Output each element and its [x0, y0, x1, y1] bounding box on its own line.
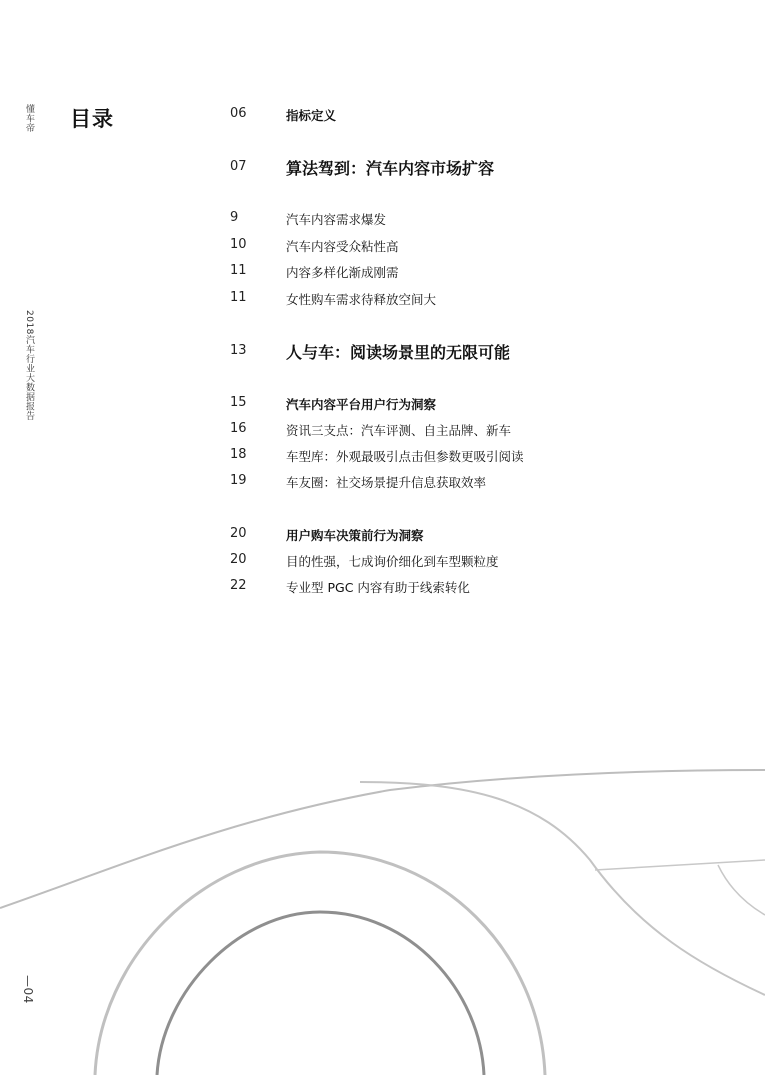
toc-entry-title: 汽车内容受众粘性高: [286, 239, 399, 254]
car-body-line: [0, 770, 765, 908]
brand-vertical-label: 懂车帝: [24, 104, 34, 133]
toc-entry-title: 内容多样化渐成刚需: [286, 265, 399, 280]
page-number: —04: [21, 975, 35, 1004]
toc-entry-page: 07: [230, 159, 247, 174]
toc-entry-title: 目的性强，七成询价细化到车型颗粒度: [286, 554, 499, 569]
toc-entry-page: 19: [230, 473, 247, 488]
toc-entry-title: 车型库：外观最吸引点击但参数更吸引阅读: [286, 449, 524, 464]
toc-entry-page: 20: [230, 526, 247, 541]
toc-entry-title: 女性购车需求待释放空间大: [286, 292, 437, 307]
toc-entry-page: 22: [230, 578, 247, 593]
toc-entry-page: 20: [230, 552, 247, 567]
toc-entry-title: 指标定义: [286, 108, 337, 123]
toc-entry-title: 算法驾到：汽车内容市场扩容: [286, 159, 495, 178]
toc-entry-page: 11: [230, 263, 247, 278]
car-window-line: [718, 865, 765, 915]
toc-entry-page: 10: [230, 237, 247, 252]
toc-entry-title: 车友圈：社交场景提升信息获取效率: [286, 475, 487, 490]
toc-entry-title: 汽车内容平台用户行为洞察: [286, 397, 437, 412]
toc-entry-page: 18: [230, 447, 247, 462]
toc-entry-page: 06: [230, 106, 247, 121]
toc-entry-title: 专业型 PGC 内容有助于线索转化: [286, 580, 470, 595]
wheel-arch-inner: [157, 912, 484, 1075]
toc-entry-title: 人与车：阅读场景里的无限可能: [286, 343, 511, 362]
car-roof-line: [360, 782, 765, 995]
car-door-line: [595, 860, 765, 870]
toc-entry-title: 汽车内容需求爆发: [286, 212, 387, 227]
toc-entry-page: 11: [230, 290, 247, 305]
toc-entry-page: 9: [230, 210, 239, 225]
toc-entry-page: 16: [230, 421, 247, 436]
toc-entry-title: 资讯三支点：汽车评测、自主品牌、新车: [286, 423, 512, 438]
report-title-vertical: 2018汽车行业大数据报告: [24, 310, 34, 421]
toc-entry-page: 13: [230, 343, 247, 358]
toc-entry-page: 15: [230, 395, 247, 410]
toc-entry-title: 用户购车决策前行为洞察: [286, 528, 424, 543]
toc-heading: 目录: [70, 107, 114, 131]
